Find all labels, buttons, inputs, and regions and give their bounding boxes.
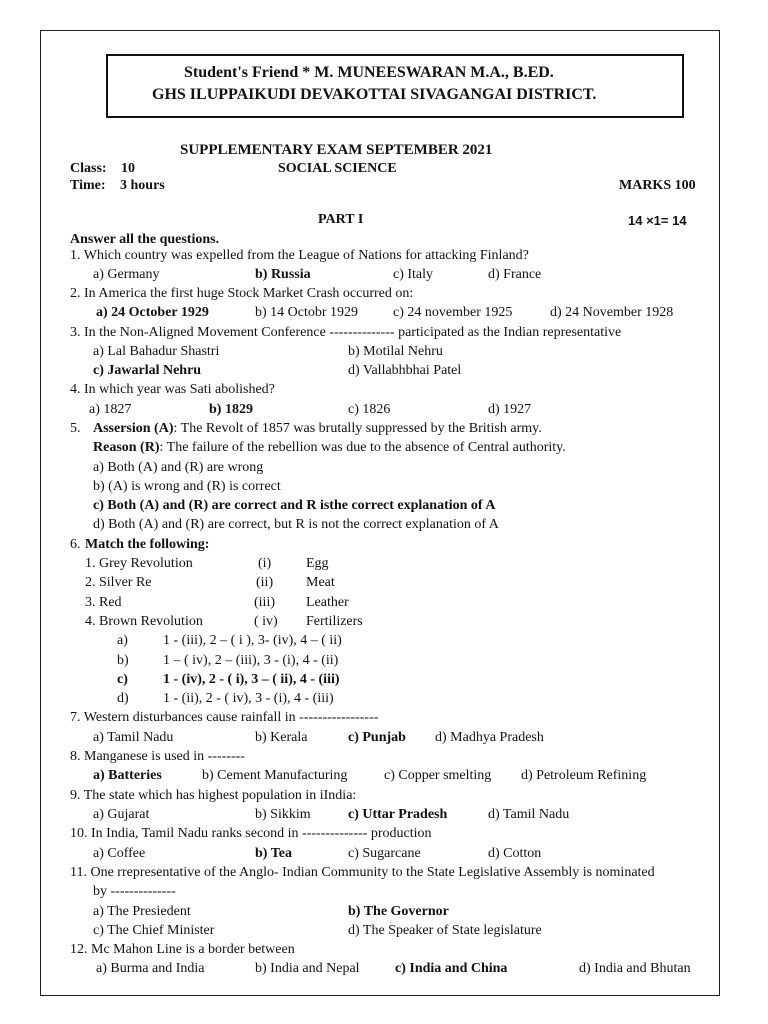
- q4-option-a: a) 1827: [89, 402, 132, 417]
- q5-option-b: b) (A) is wrong and (R) is correct: [93, 479, 281, 494]
- q9-option-c: c) Uttar Pradesh: [348, 807, 448, 822]
- match-roman-3: (iii): [254, 595, 275, 610]
- question-5-reason: [93, 439, 566, 457]
- header-line-2: GHS ILUPPAIKUDI DEVAKOTTAI SIVAGANGAI DISTRICT.: [152, 86, 597, 103]
- q2-option-b: b) 14 Octobr 1929: [255, 305, 359, 320]
- match-roman-4: ( iv): [254, 614, 278, 629]
- total-marks: MARKS 100: [619, 178, 696, 193]
- assertion-label: Assersion (A): [93, 421, 174, 436]
- question-9: 9. The state which has highest population in iIndia:: [70, 788, 357, 803]
- question-11-continued: by --------------: [93, 884, 176, 899]
- q8-option-c: c) Copper smelting: [384, 768, 492, 783]
- match-right-1: Egg: [306, 556, 329, 571]
- q9-option-d: d) Tamil Nadu: [488, 807, 570, 822]
- q12-option-b: b) India and Nepal: [255, 961, 360, 976]
- q10-option-b: b) Tea: [255, 846, 292, 861]
- part-marks: 14 ×1= 14: [628, 213, 687, 228]
- time-value: 3 hours: [120, 178, 165, 193]
- q4-option-b: b) 1829: [209, 402, 253, 417]
- question-12: 12. Mc Mahon Line is a border between: [70, 942, 295, 957]
- reason-text: : The failure of the rebellion was due to the absence of Central authority.: [159, 440, 566, 455]
- match-left-3: 3. Red: [85, 595, 122, 610]
- q6-option-b-label: b): [117, 653, 129, 668]
- question-7: 7. Western disturbances cause rainfall in -----------------: [70, 710, 379, 725]
- question-5-number: 5.: [70, 421, 81, 436]
- q4-option-d: d) 1927: [488, 402, 532, 417]
- q11-option-b: b) The Governor: [348, 904, 449, 919]
- instruction: Answer all the questions.: [70, 232, 220, 247]
- match-left-1: 1. Grey Revolution: [85, 556, 193, 571]
- q1-option-b: b) Russia: [255, 267, 311, 282]
- question-5-assertion: [93, 420, 542, 438]
- q7-option-d: d) Madhya Pradesh: [435, 730, 544, 745]
- q5-option-a: a) Both (A) and (R) are wrong: [93, 460, 264, 475]
- q6-option-c-label: c): [117, 672, 128, 687]
- q6-option-b-text: 1 – ( iv), 2 – (iii), 3 - (i), 4 - (ii): [163, 653, 339, 668]
- match-roman-2: (ii): [256, 575, 274, 590]
- q12-option-c: c) India and China: [395, 961, 508, 976]
- question-8: 8. Manganese is used in --------: [70, 749, 245, 764]
- q2-option-c: c) 24 november 1925: [393, 305, 513, 320]
- question-6-title: Match the following:: [85, 537, 210, 552]
- q10-option-d: d) Cotton: [488, 846, 542, 861]
- q6-option-a-text: 1 - (iii), 2 – ( i ), 3- (iv), 4 – ( ii): [163, 633, 342, 648]
- assertion-text: : The Revolt of 1857 was brutally suppressed by the British army.: [173, 421, 542, 436]
- q6-option-d-label: d): [117, 691, 129, 706]
- q3-option-b: b) Motilal Nehru: [348, 344, 443, 359]
- q8-option-b: b) Cement Manufacturing: [202, 768, 348, 783]
- part-title: PART I: [318, 212, 364, 227]
- class-label: Class:: [70, 161, 107, 176]
- q1-option-c: c) Italy: [393, 267, 434, 282]
- q2-option-d: d) 24 November 1928: [550, 305, 674, 320]
- q1-option-a: a) Germany: [93, 267, 160, 282]
- q2-option-a: a) 24 October 1929: [96, 305, 209, 320]
- q11-option-c: c) The Chief Minister: [93, 923, 215, 938]
- q3-option-d: d) Vallabhbhai Patel: [348, 363, 462, 378]
- q10-option-a: a) Coffee: [93, 846, 146, 861]
- match-roman-1: (i): [258, 556, 272, 571]
- match-left-2: 2. Silver Re: [85, 575, 152, 590]
- question-1: 1. Which country was expelled from the League of Nations for attacking Finland?: [70, 248, 529, 263]
- q8-option-a: a) Batteries: [93, 768, 162, 783]
- q7-option-c: c) Punjab: [348, 730, 406, 745]
- match-left-4: 4. Brown Revolution: [85, 614, 203, 629]
- q3-option-a: a) Lal Bahadur Shastri: [93, 344, 220, 359]
- q7-option-a: a) Tamil Nadu: [93, 730, 174, 745]
- q5-option-d: d) Both (A) and (R) are correct, but R is not the correct explanation of A: [93, 517, 499, 532]
- question-4: 4. In which year was Sati abolished?: [70, 382, 275, 397]
- q3-option-c: c) Jawarlal Nehru: [93, 363, 202, 378]
- q8-option-d: d) Petroleum Refining: [521, 768, 647, 783]
- question-3: 3. In the Non-Aligned Movement Conference -------------- participated as the Indian representative: [70, 325, 622, 340]
- subject: SOCIAL SCIENCE: [278, 161, 397, 176]
- question-6-number: 6.: [70, 537, 81, 552]
- q6-option-d-text: 1 - (ii), 2 - ( iv), 3 - (i), 4 - (iii): [163, 691, 334, 706]
- match-right-2: Meat: [306, 575, 335, 590]
- reason-label: Reason (R): [93, 440, 160, 455]
- match-right-3: Leather: [306, 595, 349, 610]
- q9-option-b: b) Sikkim: [255, 807, 311, 822]
- question-10: 10. In India, Tamil Nadu ranks second in -------------- production: [70, 826, 432, 841]
- question-2: 2. In America the first huge Stock Market Crash occurred on:: [70, 286, 414, 301]
- q5-option-c: c) Both (A) and (R) are correct and R isthe correct explanation of A: [93, 498, 496, 513]
- q11-option-a: a) The Presiedent: [93, 904, 191, 919]
- q12-option-d: d) India and Bhutan: [579, 961, 691, 976]
- q6-option-a-label: a): [117, 633, 128, 648]
- q10-option-c: c) Sugarcane: [348, 846, 421, 861]
- q4-option-c: c) 1826: [348, 402, 391, 417]
- q1-option-d: d) France: [488, 267, 542, 282]
- q6-option-c-text: 1 - (iv), 2 - ( i), 3 – ( ii), 4 - (iii): [163, 672, 340, 687]
- q11-option-d: d) The Speaker of State legislature: [348, 923, 542, 938]
- q12-option-a: a) Burma and India: [96, 961, 205, 976]
- header-line-1: Student's Friend * M. MUNEESWARAN M.A., B.ED.: [184, 64, 554, 81]
- time-label: Time:: [70, 178, 106, 193]
- match-right-4: Fertilizers: [306, 614, 363, 629]
- q7-option-b: b) Kerala: [255, 730, 308, 745]
- question-11: 11. One rrepresentative of the Anglo- Indian Community to the State Legislative Assembly is nominated: [70, 865, 655, 880]
- q9-option-a: a) Gujarat: [93, 807, 150, 822]
- exam-title: SUPPLEMENTARY EXAM SEPTEMBER 2021: [180, 142, 493, 158]
- class-value: 10: [121, 161, 135, 176]
